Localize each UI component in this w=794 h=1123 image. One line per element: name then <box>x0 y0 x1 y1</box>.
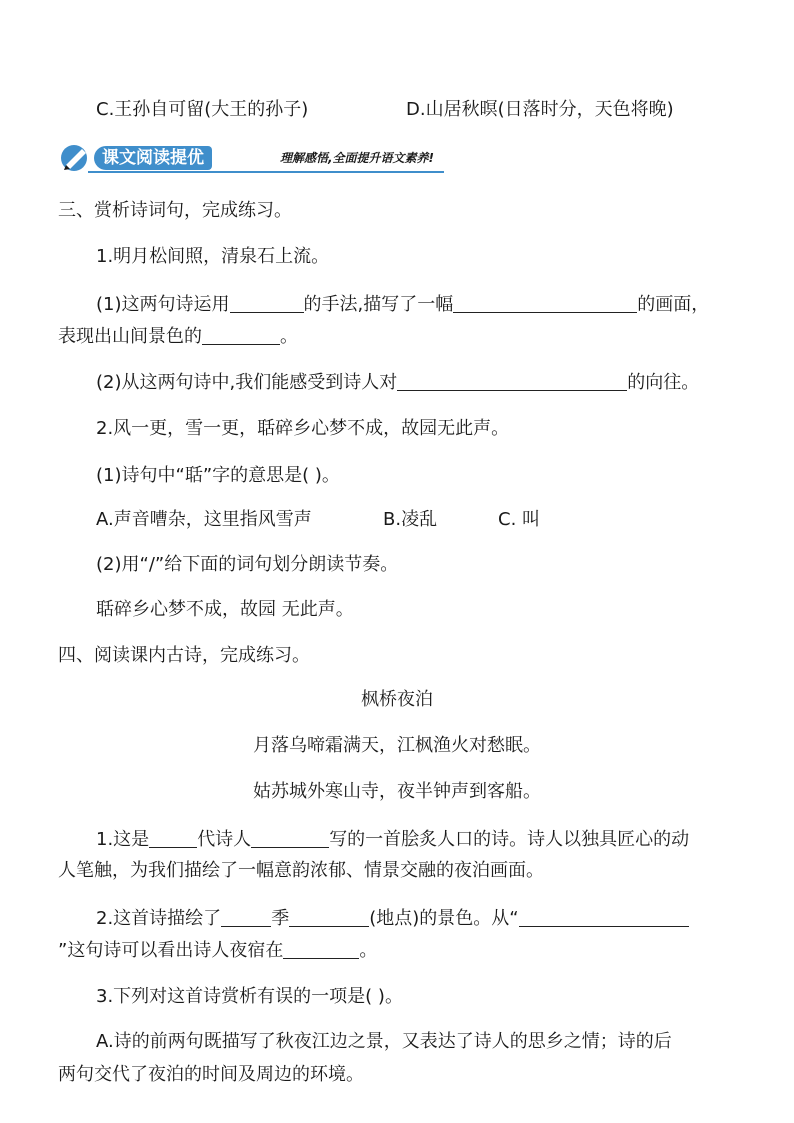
s4-q1-line <box>96 827 689 852</box>
s4-q1-text-c: 写的一首脍炙人口的诗。诗人以独具匠心的动 <box>329 829 690 850</box>
s4-q3-option-a-line1: A.诗的前两句既描写了秋夜江边之景，又表达了诗人的思乡之情；诗的后 <box>96 1031 672 1052</box>
answer-blank-location[interactable] <box>289 906 369 927</box>
q1-1-text-e: 。 <box>280 326 298 347</box>
q1-1-text-a: (1)这两句诗运用 <box>96 294 230 315</box>
q2-1-line: (1)诗句中“聒”字的意思是( )。 <box>96 465 340 486</box>
answer-blank-longing[interactable] <box>397 370 627 391</box>
s4-q2-text-c: (地点)的景色。从“ <box>369 908 519 929</box>
s4-q2-text-e: 。 <box>359 940 378 961</box>
q1-2-line <box>96 370 699 395</box>
q2-poem-line: 2.风一更，雪一更，聒碎乡心梦不成，故园无此声。 <box>96 418 510 439</box>
s4-q1-text-b: 代诗人 <box>197 829 252 850</box>
s4-q1-text-a: 1.这是 <box>96 829 150 850</box>
q1-2-text-a: (2)从这两句诗中,我们能感受到诗人对 <box>96 372 398 393</box>
s4-q2-line2 <box>58 938 377 963</box>
q1-1-line2 <box>58 324 298 349</box>
q2-option-c: C. 叫 <box>498 509 541 530</box>
s4-q2-text-d: ”这句诗可以看出诗人夜宿在 <box>58 940 284 961</box>
answer-blank-scene[interactable] <box>453 292 637 313</box>
answer-blank-scenery[interactable] <box>202 324 280 345</box>
banner-rule <box>88 171 444 173</box>
q1-1-text-b: 的手法,描写了一幅 <box>303 294 454 315</box>
option-c: C.王孙自可留(大王的孙子) <box>96 99 309 120</box>
poem-line-1: 月落乌啼霜满天，江枫渔火对愁眠。 <box>253 735 541 756</box>
s4-q2-text-b: 季 <box>271 908 290 929</box>
section4-heading: 四、阅读课内古诗，完成练习。 <box>58 645 310 666</box>
answer-blank-poet[interactable] <box>251 827 329 848</box>
banner-slogan: 理解感悟,全面提升语文素养! <box>280 151 435 165</box>
answer-blank-season[interactable] <box>221 906 271 927</box>
option-d: D.山居秋暝(日落时分，天色将晚) <box>406 99 674 120</box>
q1-1-line <box>96 292 709 317</box>
q2-option-b: B.凌乱 <box>383 509 438 530</box>
section3-heading: 三、赏析诗词句，完成练习。 <box>58 200 292 221</box>
answer-blank-technique[interactable] <box>230 292 304 313</box>
s4-q1-text-d: 人笔触，为我们描绘了一幅意韵浓郁、情景交融的夜泊画面。 <box>58 860 544 881</box>
q1-1-text-c: 的画面， <box>637 294 710 315</box>
q1-1-text-d: 表现出山间景色的 <box>58 326 202 347</box>
s4-q2-line <box>96 906 689 931</box>
banner-title: 课文阅读提优 <box>94 146 212 170</box>
answer-blank-lodging[interactable] <box>283 938 359 959</box>
s4-q2-text-a: 2.这首诗描绘了 <box>96 908 222 929</box>
poem-line-2: 姑苏城外寒山寺，夜半钟声到客船。 <box>253 781 541 802</box>
poem-title: 枫桥夜泊 <box>361 689 433 710</box>
s4-q3-line: 3.下列对这首诗赏析有误的一项是( )。 <box>96 986 403 1007</box>
q2-2-line: (2)用“/”给下面的词句划分朗读节奏。 <box>96 554 399 575</box>
answer-blank-dynasty[interactable] <box>149 827 197 848</box>
q1-poem-line: 1.明月松间照，清泉石上流。 <box>96 246 330 267</box>
q1-2-text-b: 的向往。 <box>627 372 700 393</box>
q2-option-a: A.声音嘈杂，这里指风雪声 <box>96 509 312 530</box>
s4-q3-option-a-line2: 两句交代了夜泊的时间及周边的环境。 <box>58 1064 364 1085</box>
q2-2-text: 聒碎乡心梦不成，故园 无此声。 <box>96 599 354 620</box>
section-banner <box>58 143 444 173</box>
pencil-icon <box>58 143 94 173</box>
answer-blank-verse[interactable] <box>519 906 689 927</box>
